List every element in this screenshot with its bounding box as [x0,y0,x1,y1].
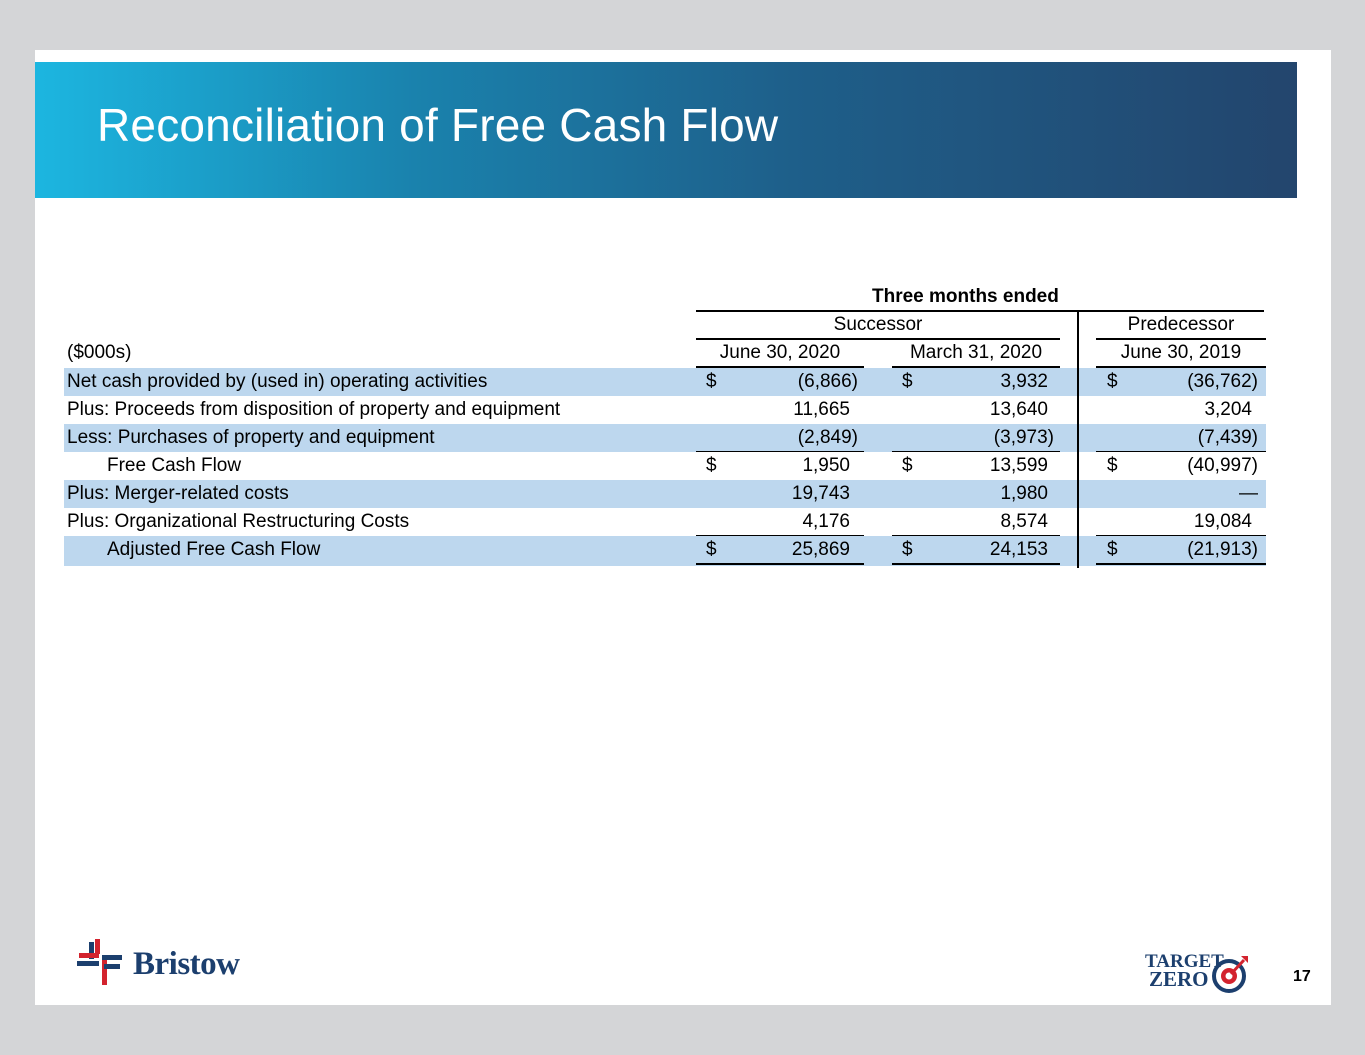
total-underline [1096,563,1266,565]
dollar-sign: $ [902,539,913,560]
cell-value: 25,869 [791,539,850,560]
free-cash-flow-table [64,280,1266,570]
cell-value: 3,204 [1204,399,1252,420]
cell-value: 19,084 [1193,511,1252,532]
row-label: Free Cash Flow [107,455,242,476]
target-zero-logo [1145,948,1255,996]
cell-value: (36,762) [1187,371,1258,392]
cell-value: 13,640 [989,399,1048,420]
table-row [64,508,1266,536]
predecessor-underline [1096,338,1266,340]
table-row [64,480,1266,508]
title-bar [35,62,1297,198]
target-bullseye-icon [1211,954,1251,994]
cell-value: 11,665 [793,399,850,420]
dollar-sign: $ [902,455,913,476]
total-underline [696,563,864,565]
dollar-sign: $ [706,371,717,392]
column-header-march-2020: March 31, 2020 [909,342,1043,363]
slide [35,50,1331,1005]
table-row [64,396,1266,424]
column-header-june-2019: June 30, 2019 [1120,342,1242,363]
total-underline [892,563,1060,565]
period-header: Three months ended [872,286,1059,307]
period-divider-line [1077,312,1079,568]
table-row [64,368,1266,396]
cell-value: 8,574 [1000,511,1048,532]
column-header-june-2020: June 30, 2020 [719,342,841,363]
row-label: Plus: Organizational Restructuring Costs [67,511,410,532]
dollar-sign: $ [1107,539,1118,560]
cell-value: 4,176 [802,511,850,532]
zero-text: ZERO [1149,967,1209,991]
units-label: ($000s) [67,342,132,363]
row-label: Plus: Merger-related costs [67,483,289,504]
dollar-sign: $ [1107,371,1118,392]
table-row [64,536,1266,566]
dollar-sign: $ [902,371,913,392]
table-row [64,452,1266,480]
table-row [64,424,1266,452]
bristow-wordmark: Bristow [133,946,240,982]
page-number: 17 [1293,968,1311,985]
cell-value: 1,980 [1000,483,1048,504]
slide-title: Reconciliation of Free Cash Flow [97,99,779,151]
cell-value: 1,950 [802,455,850,476]
dollar-sign: $ [706,455,717,476]
bristow-logo [77,938,267,990]
bristow-logo-mark-icon [77,938,129,990]
row-label: Adjusted Free Cash Flow [107,539,321,560]
successor-header: Successor [833,314,923,335]
period-header-underline [696,310,1264,312]
successor-underline [696,338,1060,340]
cell-value: (40,997) [1187,455,1258,476]
cell-value: (7,439) [1197,427,1258,448]
cell-value: 24,153 [989,539,1048,560]
cell-value: 3,932 [1000,371,1048,392]
target-text: TARGET [1145,951,1224,972]
cell-value: (21,913) [1187,539,1258,560]
row-label: Net cash provided by (used in) operating activities [67,371,488,392]
cell-value: 19,743 [791,483,850,504]
row-label: Less: Purchases of property and equipment [67,427,435,448]
cell-value: — [1239,483,1258,504]
dollar-sign: $ [706,539,717,560]
cell-value: (3,973) [993,427,1054,448]
predecessor-header: Predecessor [1127,314,1235,335]
row-label: Plus: Proceeds from disposition of property and equipment [67,399,561,420]
cell-value: (2,849) [797,427,858,448]
dollar-sign: $ [1107,455,1118,476]
cell-value: (6,866) [797,371,858,392]
cell-value: 13,599 [989,455,1048,476]
